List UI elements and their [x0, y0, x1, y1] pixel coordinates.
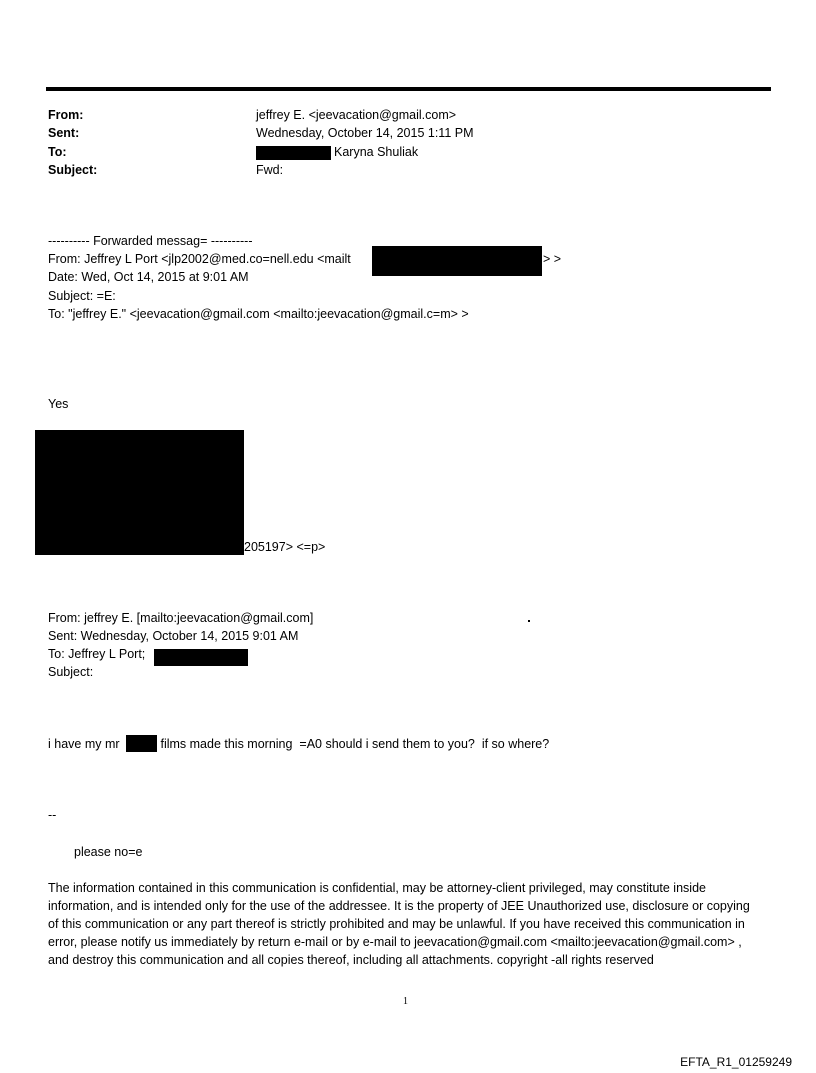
from-value: jeffrey E. <jeevacation@gmail.com>	[256, 108, 457, 122]
forwarded-subject-line: Subject: =E:	[48, 289, 116, 303]
original-sent-line: Sent: Wednesday, October 14, 2015 9:01 AM	[48, 629, 299, 643]
page-number: 1	[403, 996, 408, 1007]
forwarded-banner: ---------- Forwarded messag= ----------	[48, 234, 253, 248]
signature-note: please no=e	[74, 845, 143, 859]
original-from-line: From: jeffrey E. [mailto:jeevacation@gmail.com]	[48, 611, 314, 625]
bates-number: EFTA_R1_01259249	[680, 1055, 792, 1069]
signature-tail: 205197> <=p>	[244, 540, 326, 554]
original-body-rest: films made this morning =A0 should i send them to you? if so where?	[157, 737, 550, 751]
subject-value: Fwd:	[256, 163, 284, 177]
signature-dash: --	[48, 808, 57, 822]
to-value: Karyna Shuliak	[334, 145, 419, 159]
redaction-box	[126, 735, 157, 752]
subject-label: Subject:	[48, 163, 98, 177]
redaction-box	[35, 430, 244, 555]
reply-body: Yes	[48, 397, 69, 411]
redaction-box	[154, 649, 248, 666]
forwarded-from-tail: > >	[543, 252, 562, 266]
forwarded-date-line: Date: Wed, Oct 14, 2015 at 9:01 AM	[48, 270, 249, 284]
redaction-box	[256, 146, 331, 160]
forwarded-to-line: To: "jeffrey E." <jeevacation@gmail.com <mailto:jeevacation@gmail.c=m> >	[48, 307, 469, 321]
forwarded-from-line: From: Jeffrey L Port <jlp2002@med.co=nell.edu <mailt	[48, 252, 351, 266]
sent-value: Wednesday, October 14, 2015 1:11 PM	[256, 126, 474, 140]
header-rule	[46, 87, 771, 91]
original-subject-line: Subject:	[48, 665, 94, 679]
confidentiality-disclaimer: The information contained in this communication is confidential, may be attorney-client privileged, may constitute inside information, and is intended only for the use of the addressee. It is the property of JEE Unauthorized use, disclosure or copying of this communication or any part thereof is strictly prohibited and may be unlawful. If you have received this communication in error, please notify us immediately by return e-mail or by e-mail to jeevacation@gmail.com <mailto:jeevacation@gmail.com> , and destroy this communication and all copies thereof, including all attachments. copyright -all rights reserved	[48, 881, 750, 967]
original-body-start: i have my mr	[48, 737, 120, 751]
sent-label: Sent:	[48, 126, 80, 140]
original-to-line: To: Jeffrey L Port;	[48, 647, 146, 661]
to-label: To:	[48, 145, 67, 159]
stray-mark	[528, 620, 530, 622]
redaction-box	[372, 246, 542, 276]
from-label: From:	[48, 108, 84, 122]
